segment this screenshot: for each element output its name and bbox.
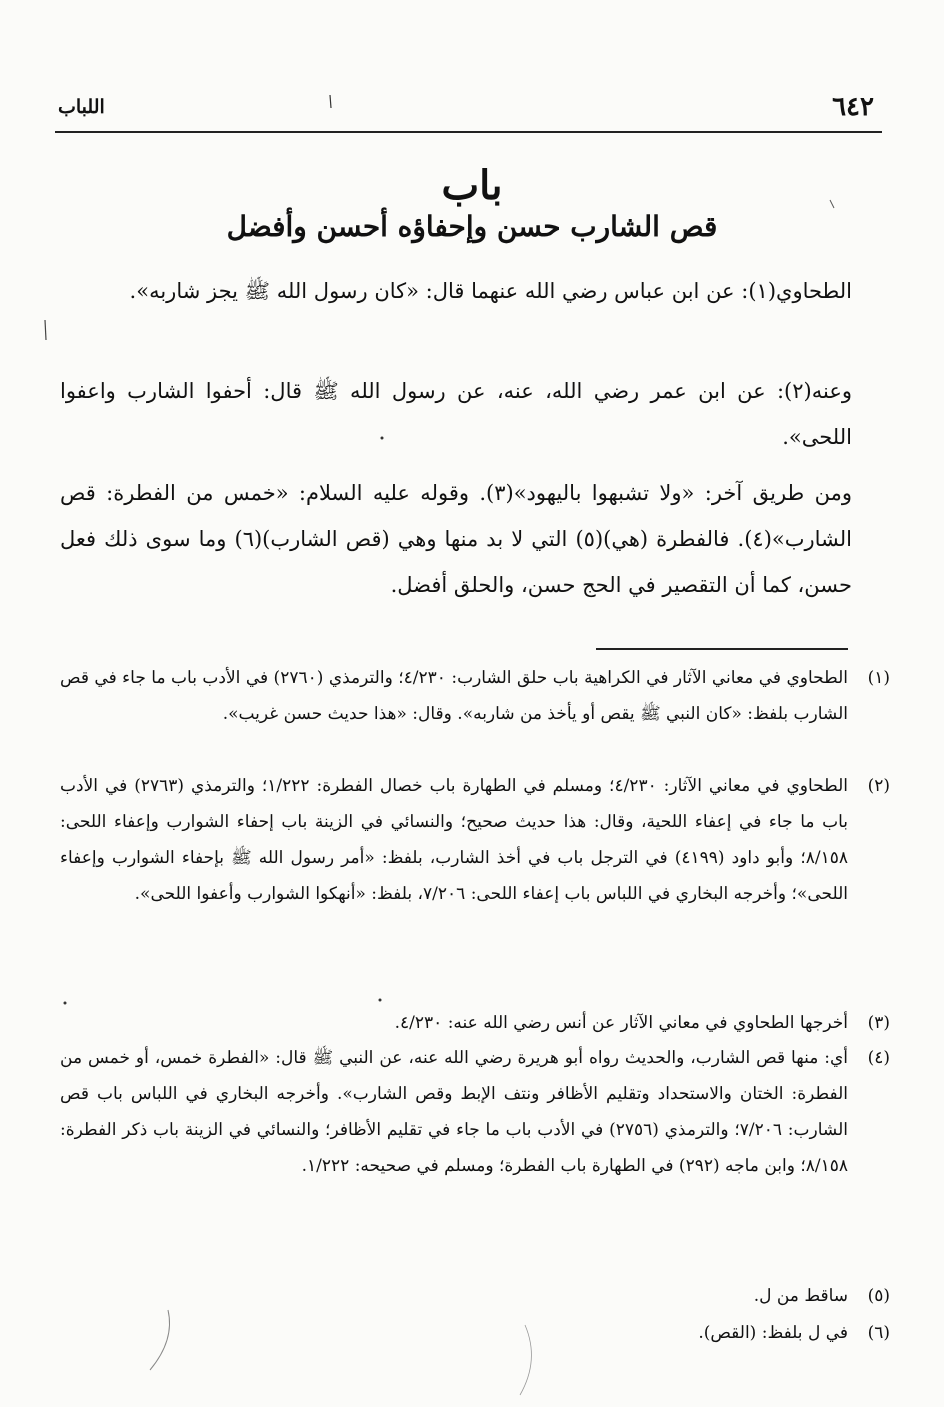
footnote-text: في ل بلفظ: (القص). [698,1323,848,1343]
body-paragraph-3: ومن طريق آخر: «ولا تشبهوا باليهود»(٣). وقوله عليه السلام: «خمس من الفطرة: قص الشارب»(٤). فالفطرة (هي)(٥) التي لا بد منها وهي (قص الشارب)(٦) وما سوى ذلك فعل حسن، كما أن التقصير في الحج حسن، والحلق أفضل. [60,481,853,597]
body-paragraph-2: وعنه(٢): عن ابن عمر رضي الله، عنه، عن رسول الله ﷺ قال: أحفوا الشارب واعفوا اللحى». [60,379,852,449]
footnote-number: (٤) [867,1048,890,1068]
footnote-1 [60,660,890,732]
page-number: ٦٤٢ [832,92,874,122]
chapter-word: باب [441,162,503,209]
footnote-3 [60,1005,890,1041]
footnote-text: الطحاوي في معاني الآثار في الكراهية باب حلق الشارب: ٤/٢٣٠؛ والترمذي (٢٧٦٠) في الأدب باب ما جاء في قص الشارب بلفظ: «كان النبي ﷺ يقص أو يأخذ من شاربه». وقال: «هذا حديث حسن غريب». [60,668,848,724]
footnote-number: (٢) [867,776,890,796]
footnote-text: ساقط من ل. [753,1286,848,1306]
footnote-number: (٣) [867,1013,890,1033]
footnote-text: أي: منها قص الشارب، والحديث رواه أبو هريرة رضي الله عنه، عن النبي ﷺ قال: «الفطرة خمس، أو خمس من الفطرة: الختان والاستحداد وتقليم الأظافر ونتف الإبط وقص الشارب». وأخرجه البخاري في اللباس باب قص الشارب: ٧/٢٠٦؛ والترمذي (٢٧٥٦) في الأدب باب ما جاء في تقليم الأظافر؛ والنسائي في الزينة باب ذكر الفطرة: ٨/١٥٨؛ وابن ماجه (٢٩٢) في الطهارة باب الفطرة؛ ومسلم في صحيحه: ١/٢٢٢. [60,1048,848,1176]
footnote-text: الطحاوي في معاني الآثار: ٤/٢٣٠؛ ومسلم في الطهارة باب خصال الفطرة: ١/٢٢٢؛ والترمذي (٢٧٦٣) في الأدب باب ما جاء في إعفاء اللحية، وقال: هذا حديث صحيح؛ والنسائي في الزينة باب إحفاء الشوارب وإعفاء اللحى: ٨/١٥٨؛ وأبو داود (٤١٩٩) في الترجل باب في أخذ الشارب، بلفظ: «أمر رسول الله ﷺ بإحفاء الشوارب وإعفاء اللحى»؛ وأخرجه البخاري في اللباس باب إعفاء اللحى: ٧/٢٠٦، بلفظ: «أنهكوا الشوارب وأعفوا اللحى». [60,776,848,904]
footnote-number: (٥) [867,1286,890,1306]
footnote-divider [596,648,848,650]
chapter-title: قص الشارب حسن وإحفاؤه أحسن وأفضل [226,210,718,243]
running-title: اللباب [58,96,105,118]
footnote-number: (١) [867,668,890,688]
footnote-number: (٦) [867,1323,890,1343]
footnote-4 [60,1040,890,1184]
footnote-5 [60,1278,890,1314]
footnote-6 [60,1315,890,1351]
body-paragraph-1: الطحاوي(١): عن ابن عباس رضي الله عنهما قال: «كان رسول الله ﷺ يجز شاربه». [129,279,852,303]
footnote-2 [60,768,890,912]
header-divider [55,131,882,133]
footnote-text: أخرجها الطحاوي في معاني الآثار عن أنس رضي الله عنه: ٤/٢٣٠. [394,1013,848,1033]
